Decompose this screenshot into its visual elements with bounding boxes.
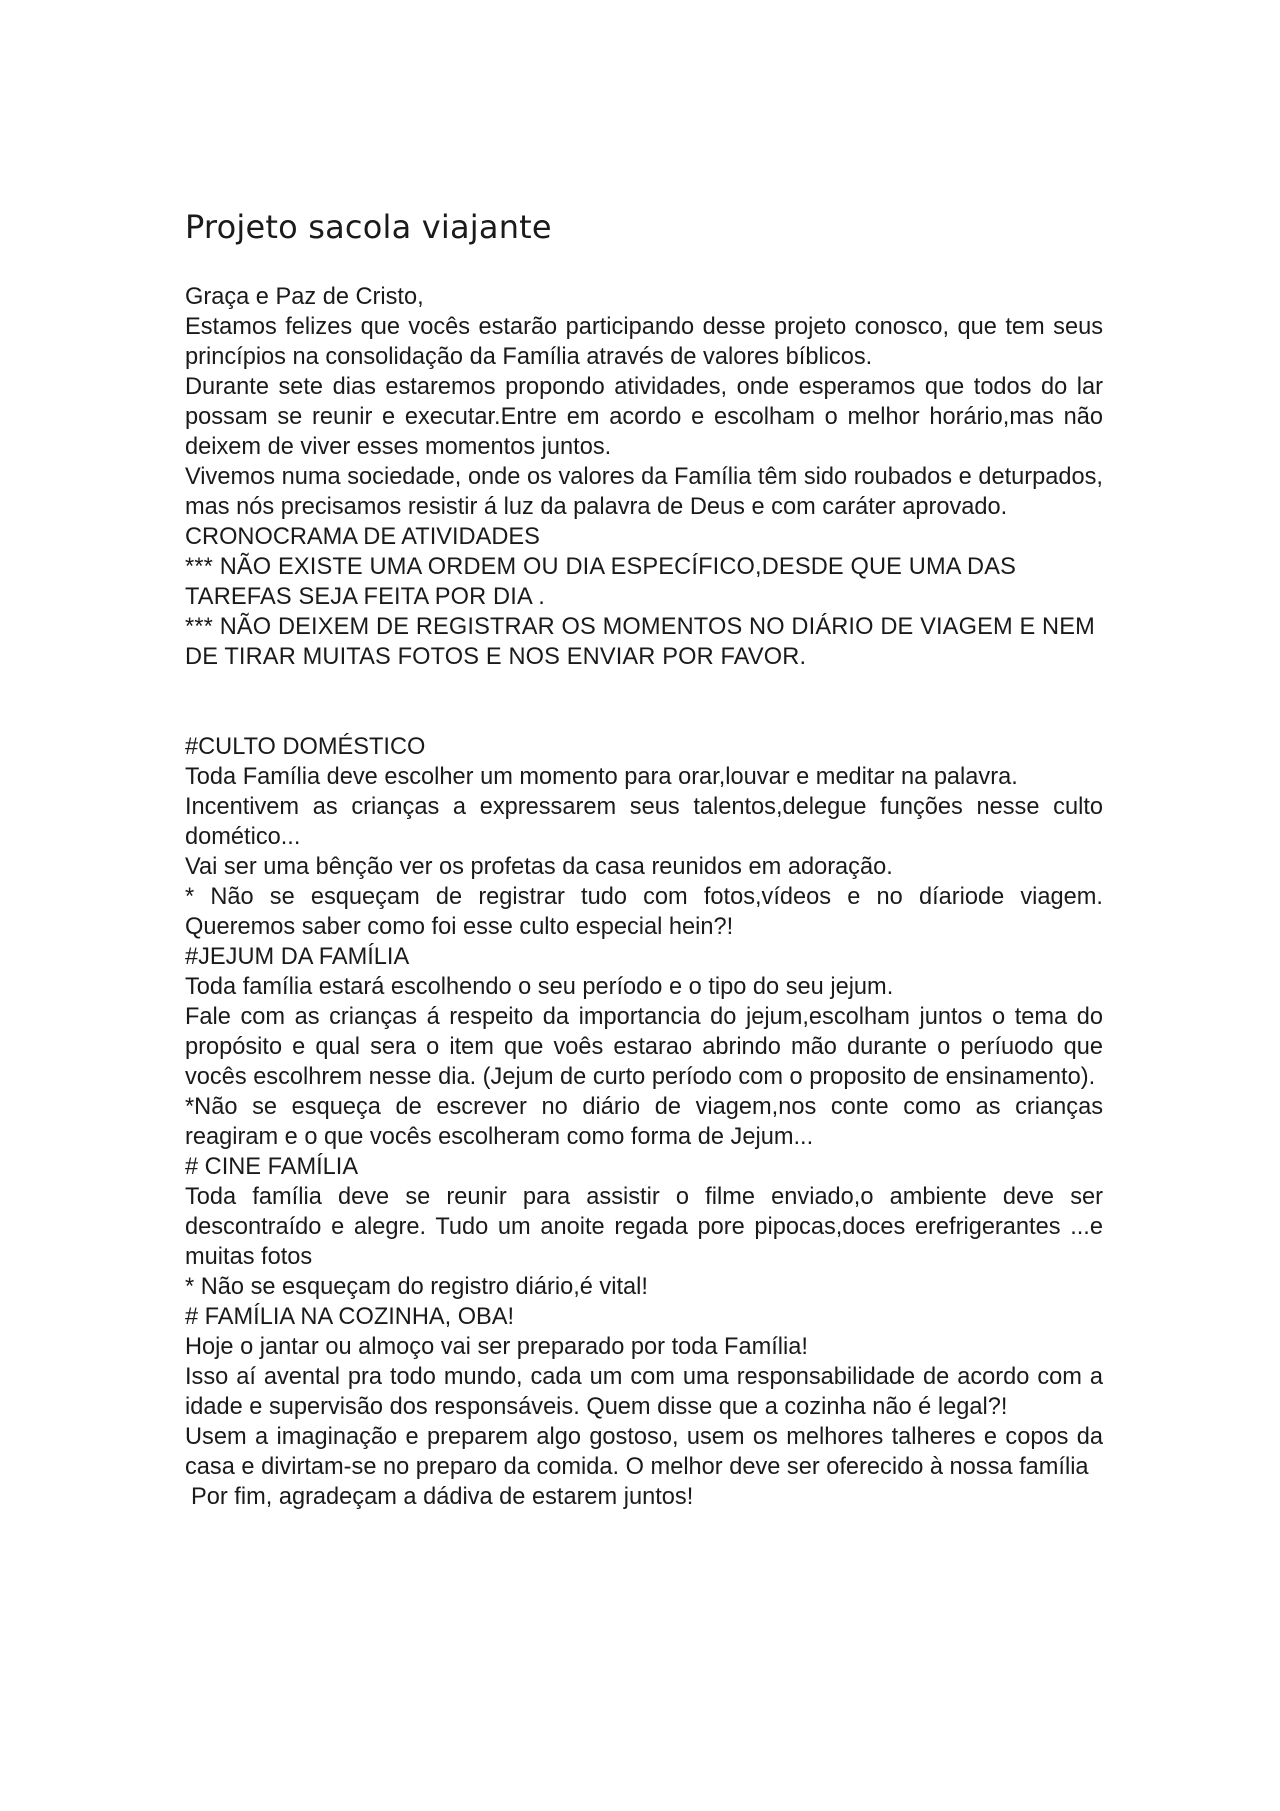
section-paragraph: Fale com as crianças á respeito da importancia do jejum,escolham juntos o tema do propósito e qual sera o item que voês estarao abrindo mão durante o períuodo que vocês escolhrem nesse dia. (Jejum de curto período com o proposito de ensinamento). [185,1004,1103,1090]
intro-paragraph: Durante sete dias estaremos propondo atividades, onde esperamos que todos do lar possam se reunir e executar.Entre em acordo e escolham o melhor horário,mas não deixem de viver esses momentos juntos. [185,374,1103,460]
intro-paragraph: Estamos felizes que vocês estarão participando desse projeto conosco, que tem seus princípios na consolidação da Família através de valores bíblicos. [185,314,1103,370]
intro-paragraph: Vivemos numa sociedade, onde os valores da Família têm sido roubados e deturpados, mas nós precisamos resistir á luz da palavra de Deus e com caráter aprovado. [185,464,1103,520]
document-body [185,282,1103,1512]
schedule-note: *** NÃO EXISTE UMA ORDEM OU DIA ESPECÍFICO,DESDE QUE UMA DAS TAREFAS SEJA FEITA POR DIA . [185,554,1017,610]
section-paragraph: Toda Família deve escolher um momento para orar,louvar e meditar na palavra. [185,764,1018,790]
section-heading-cozinha: # FAMÍLIA NA COZINHA, OBA! [185,1304,515,1330]
section-paragraph: * Não se esqueçam de registrar tudo com fotos,vídeos e no díariode viagem. Queremos saber como foi esse culto especial hein?! [185,884,1103,940]
section-paragraph: Usem a imaginação e preparem algo gostoso, usem os melhores talheres e copos da casa e divirtam-se no preparo da comida. O melhor deve ser oferecido à nossa família [185,1424,1103,1480]
section-paragraph: Hoje o jantar ou almoço vai ser preparado por toda Família! [185,1334,808,1360]
document-title: Projeto sacola viajante [185,208,552,246]
section-heading-culto: #CULTO DOMÉSTICO [185,734,426,760]
schedule-heading: CRONOCRAMA DE ATIVIDADES [185,524,540,550]
schedule-note: *** NÃO DEIXEM DE REGISTRAR OS MOMENTOS NO DIÁRIO DE VIAGEM E NEM DE TIRAR MUITAS FOTOS E NOS ENVIAR POR FAVOR. [185,614,1095,670]
section-paragraph: Incentivem as crianças a expressarem seus talentos,delegue funções nesse culto domético... [185,794,1103,850]
section-paragraph: Toda família estará escolhendo o seu período e o tipo do seu jejum. [185,974,894,1000]
section-heading-jejum: #JEJUM DA FAMÍLIA [185,944,410,970]
section-paragraph: Vai ser uma bênção ver os profetas da casa reunidos em adoração. [185,854,893,880]
section-heading-cine: # CINE FAMÍLIA [185,1154,359,1180]
section-paragraph: Isso aí avental pra todo mundo, cada um com uma responsabilidade de acordo com a idade e supervisão dos responsáveis. Quem disse que a cozinha não é legal?! [185,1364,1103,1420]
section-paragraph: Toda família deve se reunir para assistir o filme enviado,o ambiente deve ser descontraído e alegre. Tudo um anoite regada pore pipocas,doces erefrigerantes ...e muitas fotos [185,1184,1103,1270]
section-paragraph: * Não se esqueçam do registro diário,é vital! [185,1274,648,1300]
section-gap [185,672,1103,732]
closing-line: Por fim, agradeçam a dádiva de estarem juntos! [191,1484,694,1510]
greeting-line: Graça e Paz de Cristo, [185,284,424,310]
section-paragraph: *Não se esqueça de escrever no diário de viagem,nos conte como as crianças reagiram e o que vocês escolheram como forma de Jejum... [185,1094,1103,1150]
